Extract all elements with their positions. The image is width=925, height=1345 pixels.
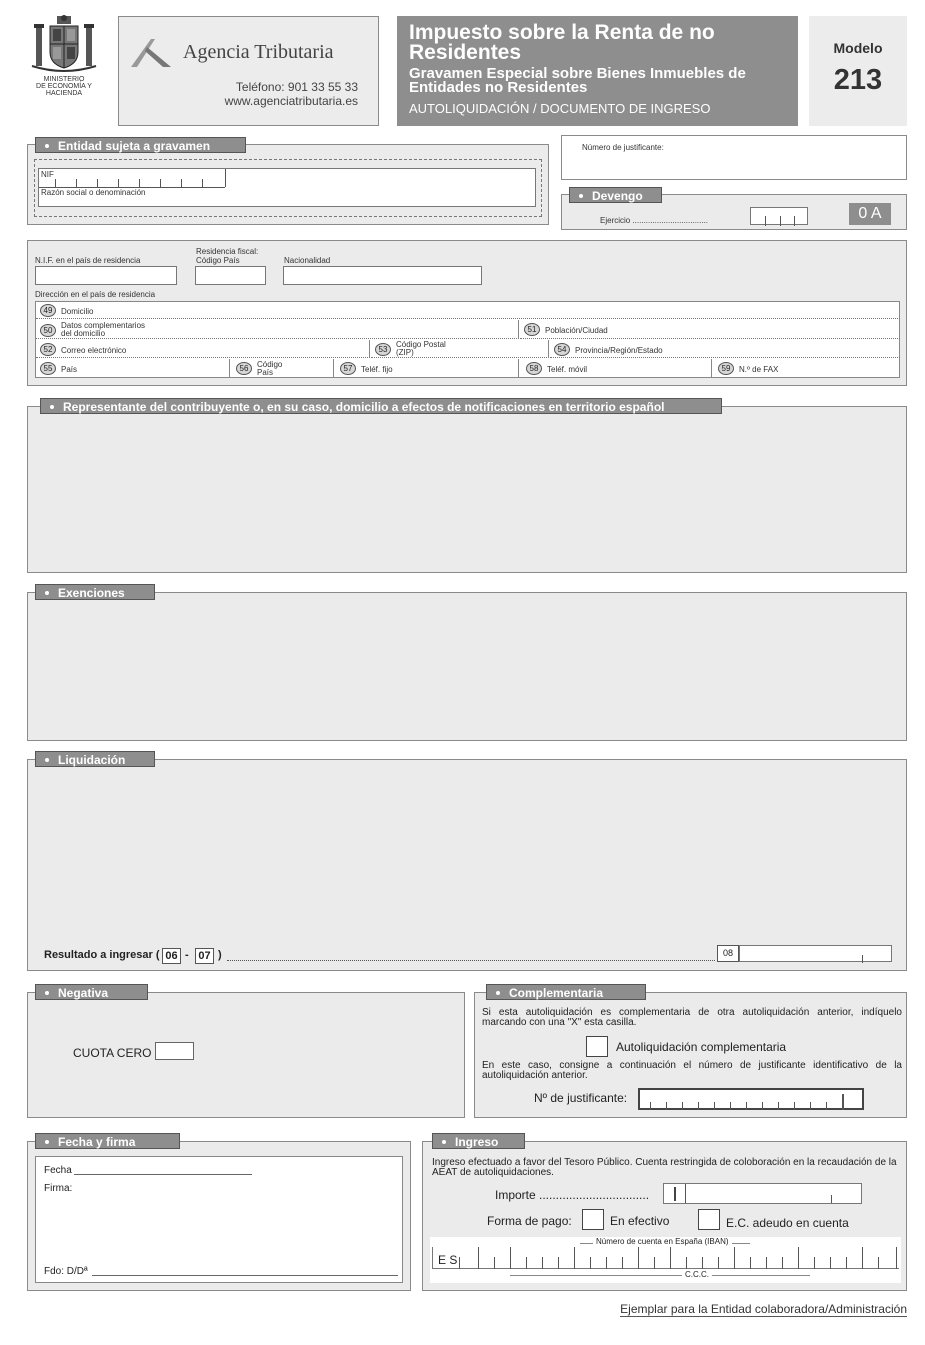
iban-input[interactable]: [432, 1247, 897, 1269]
representante-section: [27, 406, 907, 573]
box-07: 07: [195, 948, 214, 964]
ingreso-text: Ingreso efectuado a favor del Tesoro Público. Cuenta restringida de coloboración en la recaudación de la AEAT de autoliquidaciones.: [432, 1157, 897, 1178]
box-06: 06: [162, 948, 181, 964]
poblacion-field[interactable]: [520, 320, 900, 339]
entidad-tab: Entidad sujeta a gravamen: [35, 137, 246, 153]
modelo-number: 213: [833, 64, 883, 96]
codigo-postal-field[interactable]: [371, 340, 549, 358]
field-num: 52: [40, 343, 56, 356]
ministry-line1: MINISTERIO: [43, 76, 85, 83]
telefono-movil-label: Teléf. móvil: [547, 365, 588, 374]
exenciones-section: [27, 592, 907, 741]
ingreso-tab: Ingreso: [432, 1133, 525, 1149]
field-num: 58: [526, 362, 542, 375]
doc-type: AUTOLIQUIDACIÓN / DOCUMENTO DE INGRESO: [409, 101, 711, 116]
residencia-fiscal-label1: Residencia fiscal:: [196, 247, 259, 256]
form-subtitle-line1: Gravamen Especial sobre Bienes Inmuebles de: [409, 65, 746, 82]
cuota-cero-label: CUOTA CERO: [73, 1046, 152, 1060]
fecha-line[interactable]: [74, 1174, 252, 1175]
provincia-field[interactable]: [550, 340, 900, 358]
provincia-label: Provincia/Región/Estado: [575, 346, 663, 355]
ingreso-section: [422, 1141, 907, 1291]
fdo-label: Fdo: D/Dª: [44, 1266, 88, 1277]
exenciones-tab: Exenciones: [35, 584, 155, 600]
negativa-tab: Negativa: [35, 984, 148, 1000]
telefono-fijo-label: Teléf. fijo: [361, 365, 393, 374]
negativa-section: [27, 992, 465, 1118]
resultado-label: Resultado a ingresar (: [44, 949, 160, 961]
ministry-line2: DE ECONOMÍA Y: [36, 83, 92, 90]
nif-razon-field[interactable]: [38, 168, 536, 207]
direccion-table: [35, 301, 900, 378]
correo-field[interactable]: [36, 340, 370, 358]
justificante-label: Número de justificante:: [582, 143, 664, 152]
resultado-input[interactable]: [739, 945, 892, 962]
field-num: 56: [236, 362, 252, 375]
nif-pais-label: N.I.F. en el país de residencia: [35, 256, 141, 265]
coat-of-arms-icon: [30, 14, 98, 76]
iban-box: [430, 1237, 901, 1283]
devengo-tab: Devengo: [569, 187, 662, 203]
complementaria-checkbox[interactable]: [586, 1036, 608, 1057]
pais-label: País: [61, 365, 78, 374]
modelo-box: [809, 16, 907, 126]
forma-pago-label: Forma de pago:: [487, 1214, 572, 1228]
nacionalidad-input[interactable]: [283, 266, 482, 285]
fdo-line[interactable]: [92, 1275, 398, 1276]
dash: -: [185, 949, 189, 961]
efectivo-label: En efectivo: [610, 1214, 670, 1228]
codigo-pais2-label2: País: [257, 368, 274, 377]
representante-tab: Representante del contribuyente o, en su caso, domicilio a efectos de notificaciones en territorio español: [40, 398, 722, 414]
fecha-label: Fecha: [44, 1165, 72, 1176]
complementaria-text2: En este caso, consigne a continuación el número de justificante identificativo de la autoliquidación anterior.: [482, 1060, 902, 1081]
pais-field[interactable]: [36, 359, 230, 378]
justificante-prev-label: Nº de justificante:: [534, 1091, 628, 1105]
efectivo-checkbox[interactable]: [582, 1209, 604, 1230]
ministry-line3: HACIENDA: [45, 90, 83, 97]
complementaria-checkbox-label: Autoliquidación complementaria: [616, 1040, 787, 1054]
ccc-label: C.C.C.: [682, 1270, 712, 1279]
importe-label: Importe .................................: [495, 1188, 650, 1202]
correo-label: Correo electrónico: [61, 346, 127, 355]
fax-field[interactable]: [713, 359, 900, 378]
liquidacion-tab: Liquidación: [35, 751, 155, 767]
justificante-prev-input[interactable]: [638, 1088, 864, 1110]
form-subtitle-line2: Entidades no Residentes: [409, 79, 588, 96]
ejercicio-label: Ejercicio ..................................: [600, 216, 709, 225]
residencia-fiscal-label2: Código País: [196, 256, 240, 265]
title-box: [397, 16, 798, 126]
datos-complementarios-field[interactable]: [36, 320, 519, 339]
field-num: 54: [554, 343, 570, 356]
direccion-label: Dirección en el país de residencia: [35, 290, 156, 299]
codigo-pais2-field[interactable]: [231, 359, 334, 378]
ejercicio-input[interactable]: [750, 207, 808, 225]
telefono-movil-field[interactable]: [520, 359, 712, 378]
importe-input[interactable]: [663, 1183, 862, 1204]
cuenta-label: Número de cuenta en España (IBAN): [593, 1237, 732, 1246]
form-title-line2: Residentes: [409, 41, 522, 64]
codigo-pais-input[interactable]: [195, 266, 266, 285]
nif-pais-input[interactable]: [35, 266, 177, 285]
form-title-line1: Impuesto sobre la Renta de no: [409, 21, 715, 44]
complementaria-text1: Si esta autoliquidación es complementaria de otra autoliquidación anterior, indíquelo marcando con una "X" esta casilla.: [482, 1007, 902, 1028]
liquidacion-section: [27, 759, 907, 971]
datos-complementarios-label2: del domicilio: [61, 329, 106, 338]
ejemplar-label: Ejemplar para la Entidad colaboradora/Administración: [620, 1302, 907, 1316]
codigo-postal-label1: Código Postal: [396, 340, 446, 349]
poblacion-label: Población/Ciudad: [545, 326, 608, 335]
datos-complementarios-label1: Datos complementarios: [61, 321, 146, 330]
adeudo-label: E.C. adeudo en cuenta: [726, 1216, 849, 1230]
cuota-cero-checkbox[interactable]: [155, 1042, 194, 1060]
telefono-fijo-field[interactable]: [335, 359, 519, 378]
field-num: 55: [40, 362, 56, 375]
entidad-section: [27, 144, 549, 225]
field-num: 57: [340, 362, 356, 375]
justificante-field[interactable]: [561, 135, 907, 180]
complementaria-tab: Complementaria: [486, 984, 646, 1000]
codigo-postal-label2: (ZIP): [396, 348, 414, 357]
codigo-pais2-label1: Código: [257, 360, 283, 369]
domicilio-label: Domicilio: [61, 307, 94, 316]
razon-label: Razón social o denominación: [41, 188, 146, 197]
ministry-logo: [30, 14, 98, 104]
box-08-label: 08: [717, 945, 739, 962]
domicilio-field[interactable]: [36, 302, 900, 319]
close-paren: ): [218, 949, 222, 961]
field-num: 59: [718, 362, 734, 375]
agency-telephone: Teléfono: 901 33 55 33: [235, 80, 358, 94]
agency-website: www.agenciatributaria.es: [224, 94, 358, 108]
field-num: 51: [524, 323, 540, 336]
fax-label: N.º de FAX: [739, 365, 779, 374]
iban-prefix: E S: [438, 1253, 458, 1267]
residencia-section: [27, 240, 907, 386]
adeudo-checkbox[interactable]: [698, 1209, 720, 1230]
periodo-box: 0 A: [849, 203, 891, 225]
fecha-tab: Fecha y firma: [35, 1133, 180, 1149]
nacionalidad-label: Nacionalidad: [284, 256, 331, 265]
modelo-label: Modelo: [833, 40, 883, 56]
complementaria-section: [474, 992, 907, 1118]
field-num: 49: [40, 304, 56, 317]
field-num: 53: [375, 343, 391, 356]
agency-box: [118, 16, 379, 126]
agency-name: Agencia Tributaria: [183, 41, 334, 63]
nif-label: NIF: [41, 170, 54, 179]
field-num: 50: [40, 324, 56, 337]
agency-logo-icon: [129, 35, 173, 69]
fecha-section: [27, 1141, 411, 1291]
firma-label: Firma:: [44, 1183, 73, 1194]
